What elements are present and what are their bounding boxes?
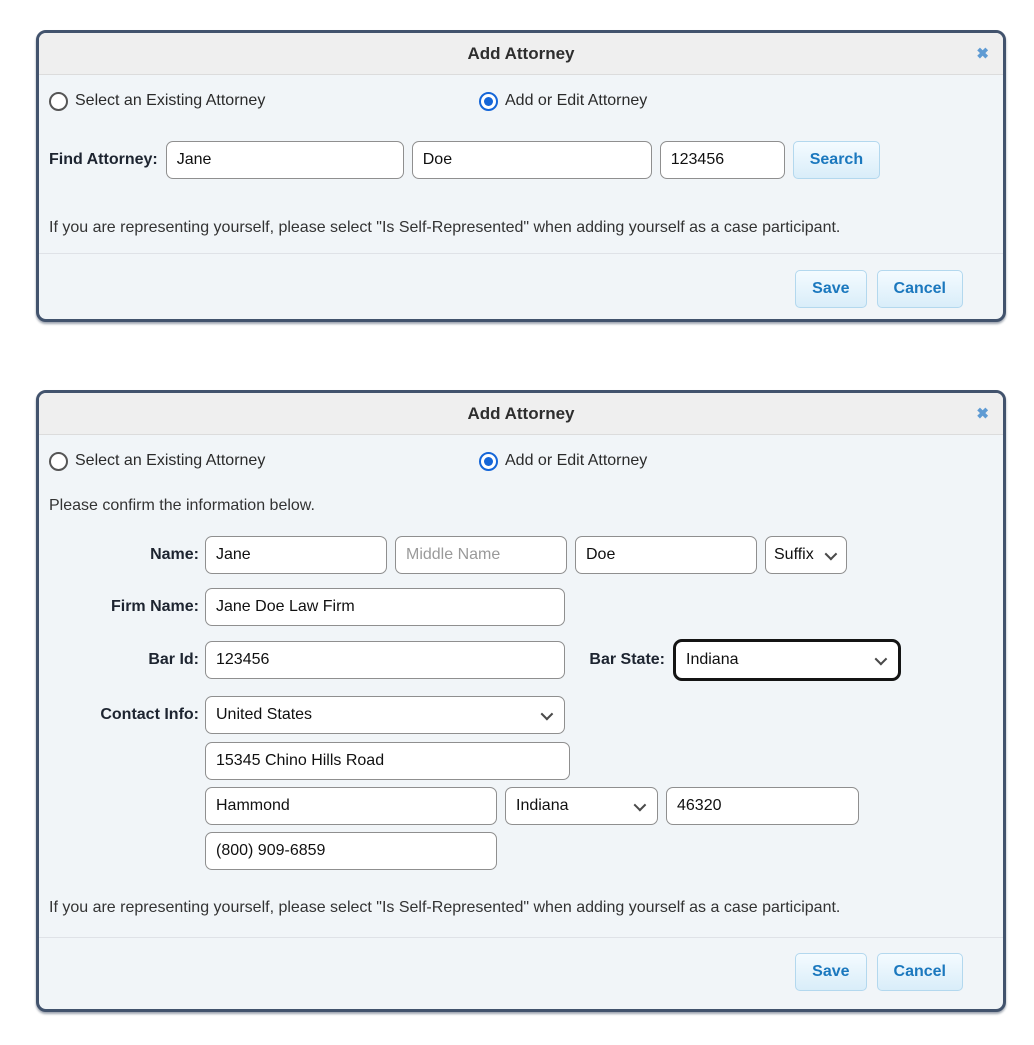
contact-phone-row: [205, 832, 1003, 870]
chevron-down-icon: [634, 798, 647, 811]
firm-name-label: Firm Name:: [110, 598, 199, 615]
contact-address-row: [205, 742, 1003, 780]
find-attorney-row: [39, 141, 1003, 179]
bar-state-label: Bar State:: [589, 651, 665, 668]
zip-input[interactable]: [666, 787, 859, 825]
bar-id-label: Bar Id:: [148, 651, 199, 668]
phone-input[interactable]: [205, 832, 497, 870]
first-name-input[interactable]: [205, 536, 387, 574]
save-button[interactable]: Save: [795, 953, 866, 991]
radio-selected-icon[interactable]: [479, 92, 498, 111]
add-attorney-search-dialog: [36, 30, 1006, 322]
city-input[interactable]: [205, 787, 497, 825]
contact-city-state-zip-row: [205, 787, 1003, 825]
radio-label: Add or Edit Attorney: [505, 92, 648, 109]
attorney-mode-radio-group: [39, 88, 1003, 114]
bar-id-input[interactable]: [660, 141, 785, 179]
find-attorney-label: Find Attorney:: [49, 151, 158, 168]
dialog-header: [39, 393, 1003, 435]
radio-label: Select an Existing Attorney: [75, 452, 266, 469]
radio-unselected-icon[interactable]: [49, 452, 68, 471]
radio-label: Add or Edit Attorney: [505, 452, 648, 469]
cancel-button[interactable]: Cancel: [877, 270, 963, 308]
dialog-header: [39, 33, 1003, 75]
dialog-body: [39, 88, 1003, 308]
radio-label: Select an Existing Attorney: [75, 92, 266, 109]
contact-country-row: [39, 696, 1003, 734]
save-button[interactable]: Save: [795, 270, 866, 308]
chevron-down-icon: [541, 707, 554, 720]
bar-row: [39, 639, 1003, 681]
last-name-input[interactable]: [412, 141, 652, 179]
cancel-button[interactable]: Cancel: [877, 953, 963, 991]
state-select[interactable]: [505, 787, 658, 825]
radio-add-or-edit-attorney[interactable]: [479, 448, 647, 474]
suffix-select-value: Suffix: [774, 546, 814, 563]
add-attorney-confirm-dialog: [36, 390, 1006, 1012]
name-row: [39, 536, 1003, 574]
country-select[interactable]: [205, 696, 565, 734]
name-label: Name:: [150, 546, 199, 563]
close-icon[interactable]: ✖: [976, 405, 989, 422]
footer-divider: [39, 937, 1003, 938]
bar-state-select[interactable]: [673, 639, 901, 681]
confirm-instruction-text: Please confirm the information below.: [49, 497, 315, 514]
bar-state-select-value: Indiana: [686, 651, 739, 668]
middle-name-input[interactable]: [395, 536, 567, 574]
first-name-input[interactable]: [166, 141, 404, 179]
footer-divider: [39, 253, 1003, 254]
radio-selected-icon[interactable]: [479, 452, 498, 471]
country-select-value: United States: [216, 706, 313, 723]
last-name-input[interactable]: [575, 536, 757, 574]
dialog-title: Add Attorney: [467, 43, 575, 63]
firm-name-row: [39, 588, 1003, 626]
firm-name-input[interactable]: [205, 588, 565, 626]
contact-info-label: Contact Info:: [100, 706, 199, 723]
state-select-value: Indiana: [516, 797, 569, 814]
dialog-footer: [39, 953, 1003, 991]
self-represented-message: If you are representing yourself, please select "Is Self-Represented" when adding yourself as a case participant.: [49, 219, 841, 236]
self-represented-message: If you are representing yourself, please select "Is Self-Represented" when adding yourself as a case participant.: [49, 899, 841, 916]
attorney-mode-radio-group: [39, 448, 1003, 474]
dialog-footer: [39, 270, 1003, 308]
bar-id-input[interactable]: [205, 641, 565, 679]
dialog-body: [39, 448, 1003, 991]
close-icon[interactable]: ✖: [976, 45, 989, 62]
street-address-input[interactable]: [205, 742, 570, 780]
dialog-title: Add Attorney: [467, 403, 575, 423]
suffix-select[interactable]: [765, 536, 847, 574]
radio-add-or-edit-attorney[interactable]: [479, 88, 647, 114]
chevron-down-icon: [825, 547, 838, 560]
radio-unselected-icon[interactable]: [49, 92, 68, 111]
chevron-down-icon: [875, 652, 888, 665]
search-button[interactable]: Search: [793, 141, 880, 179]
